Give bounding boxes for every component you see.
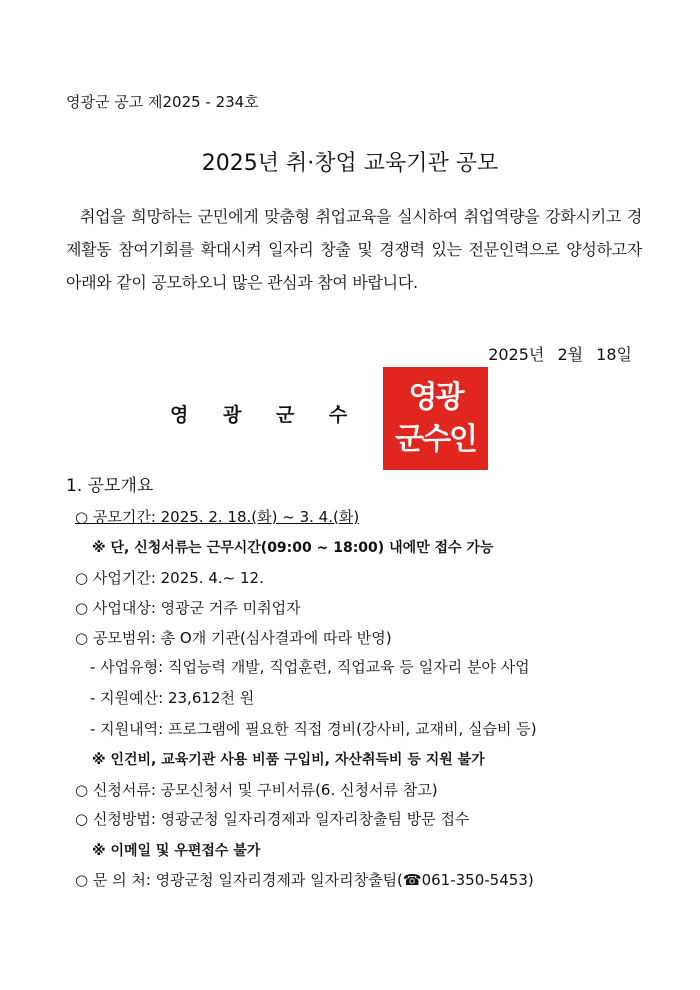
sub-item: - 지원예산: 23,612천 원 <box>90 689 255 707</box>
notice-number: 영광군 공고 제2025 - 234호 <box>66 93 259 111</box>
note-item: ※ 단, 신청서류는 근무시간(09:00 ~ 18:00) 내에만 접수 가능 <box>92 540 494 556</box>
list-item: ○ 공모기간: 2025. 2. 18.(화) ~ 3. 4.(화) <box>75 508 360 526</box>
note-item: ※ 이메일 및 우편접수 불가 <box>92 843 261 859</box>
list-item: ○ 신청방법: 영광군청 일자리경제과 일자리창출팀 방문 접수 <box>75 810 470 828</box>
official-seal: 영광 군수인 <box>383 367 488 470</box>
list-item: ○ 사업기간: 2025. 4.~ 12. <box>75 569 264 587</box>
list-item: ○ 공모범위: 총 O개 기관(심사결과에 따라 반영) <box>75 629 392 647</box>
list-item: ○ 문 의 처: 영광군청 일자리경제과 일자리창출팀(☎061-350-5453) <box>75 871 534 889</box>
note-item: ※ 인건비, 교육기관 사용 비품 구입비, 자산취득비 등 지원 불가 <box>92 752 485 768</box>
announcement-date: 2025년 2월 18일 <box>488 345 632 364</box>
sub-item: - 지원내역: 프로그램에 필요한 직접 경비(강사비, 교재비, 실습비 등) <box>90 720 537 738</box>
sub-item: - 사업유형: 직업능력 개발, 직업훈련, 직업교육 등 일자리 분야 사업 <box>90 658 530 676</box>
intro-paragraph: 취업을 희망하는 군민에게 맞춤형 취업교육을 실시하여 취업역량을 강화시키고 경제활동 참여기회를 확대시켜 일자리 창출 및 경쟁력 있는 전문인력으로 양성하고자 아래와 같이 공모하오니 많은 관심과 참여 바랍니다. <box>66 207 642 292</box>
page-title: 2025년 취·창업 교육기관 공모 <box>201 151 499 176</box>
section-heading: 1. 공모개요 <box>66 476 154 496</box>
list-item: ○ 사업대상: 영광군 거주 미취업자 <box>75 599 301 617</box>
list-item: ○ 신청서류: 공모신청서 및 구비서류(6. 신청서류 참고) <box>75 781 438 799</box>
signatory: 영 광 군 수 <box>170 404 362 426</box>
